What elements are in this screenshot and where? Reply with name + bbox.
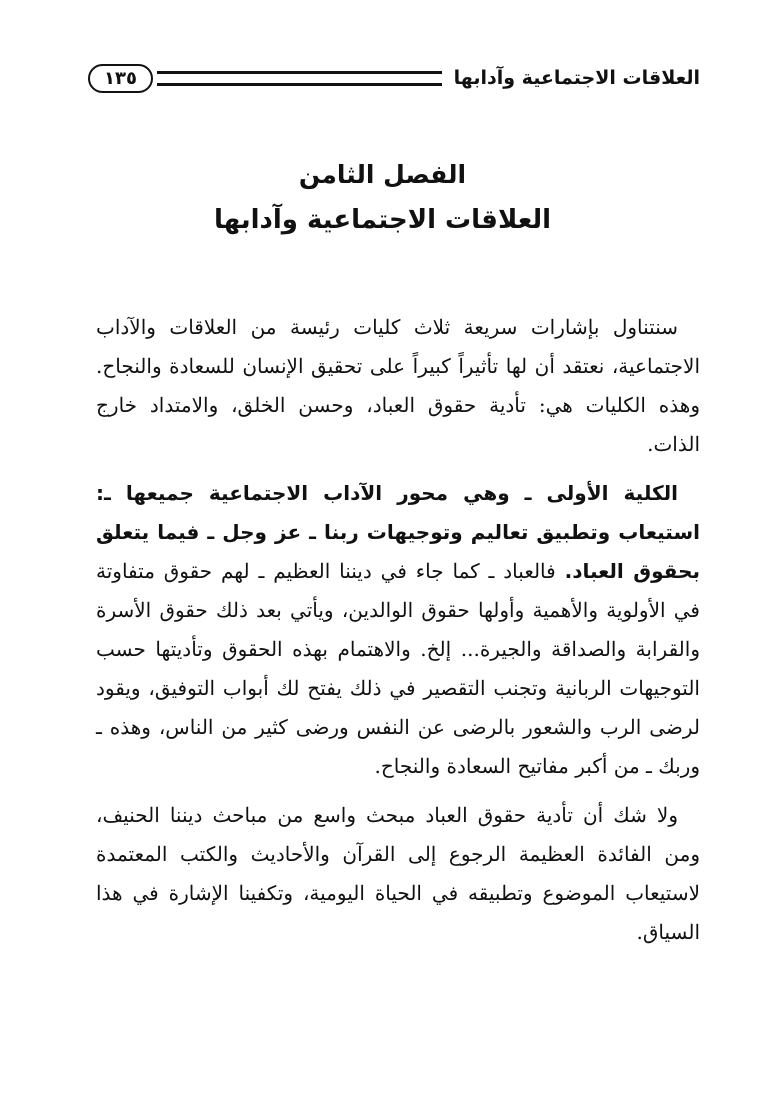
paragraph-2-bold-lead: الكلية الأولى ـ وهي محور الآداب الاجتماعية جميعها ـ: استيعاب وتطبيق تعاليم وتوجيهات ربنا ـ عز وجل ـ فيما يتعلق بحقوق العباد. [96, 481, 701, 583]
paragraph-2-text: فالعباد ـ كما جاء في ديننا العظيم ـ لهم حقوق متفاوتة في الأولوية والأهمية وأولها حقوق الوالدين، ويأتي بعد ذلك حقوق الأسرة والقرابة والصداقة والجيرة... إلخ. والاهتمام بهذه الحقوق وتأديتها حسب التوجيهات الربانية وتجنب التقصير في ذلك يفتح لك أبواب التوفيق، ويقود لرضى الرب والشعور بالرضى عن النفس ورضى كثير من الناس، وهذه ـ وربك ـ من أكبر مفاتيح السعادة والنجاح. [96, 559, 700, 778]
chapter-title: العلاقات الاجتماعية وآدابها [213, 205, 552, 235]
paragraph-2 [96, 474, 700, 786]
running-header-title: العلاقات الاجتماعية وآدابها [453, 67, 700, 89]
page-number: ١٣٥ [88, 64, 153, 93]
running-header [88, 58, 700, 98]
chapter-label: الفصل الثامن [298, 160, 467, 189]
paragraph-1: سنتناول بإشارات سريعة ثلاث كليات رئيسة من العلاقات والآداب الاجتماعية، نعتقد أن لها تأثيراً كبيراً على تحقيق الإنسان للسعادة والنجاح. وهذه الكليات هي: تأدية حقوق العباد، وحسن الخلق، والامتداد خارج الذات. [96, 315, 700, 456]
paragraph-3: ولا شك أن تأدية حقوق العباد مبحث واسع من مباحث ديننا الحنيف، ومن الفائدة العظيمة الرجوع إلى القرآن والأحاديث والكتب المعتمدة لاستيعاب الموضوع وتطبيقه في الحياة اليومية، وتكفينا الإشارة في هذا السياق. [96, 803, 700, 944]
body-text [96, 308, 700, 962]
header-rule [157, 71, 442, 86]
